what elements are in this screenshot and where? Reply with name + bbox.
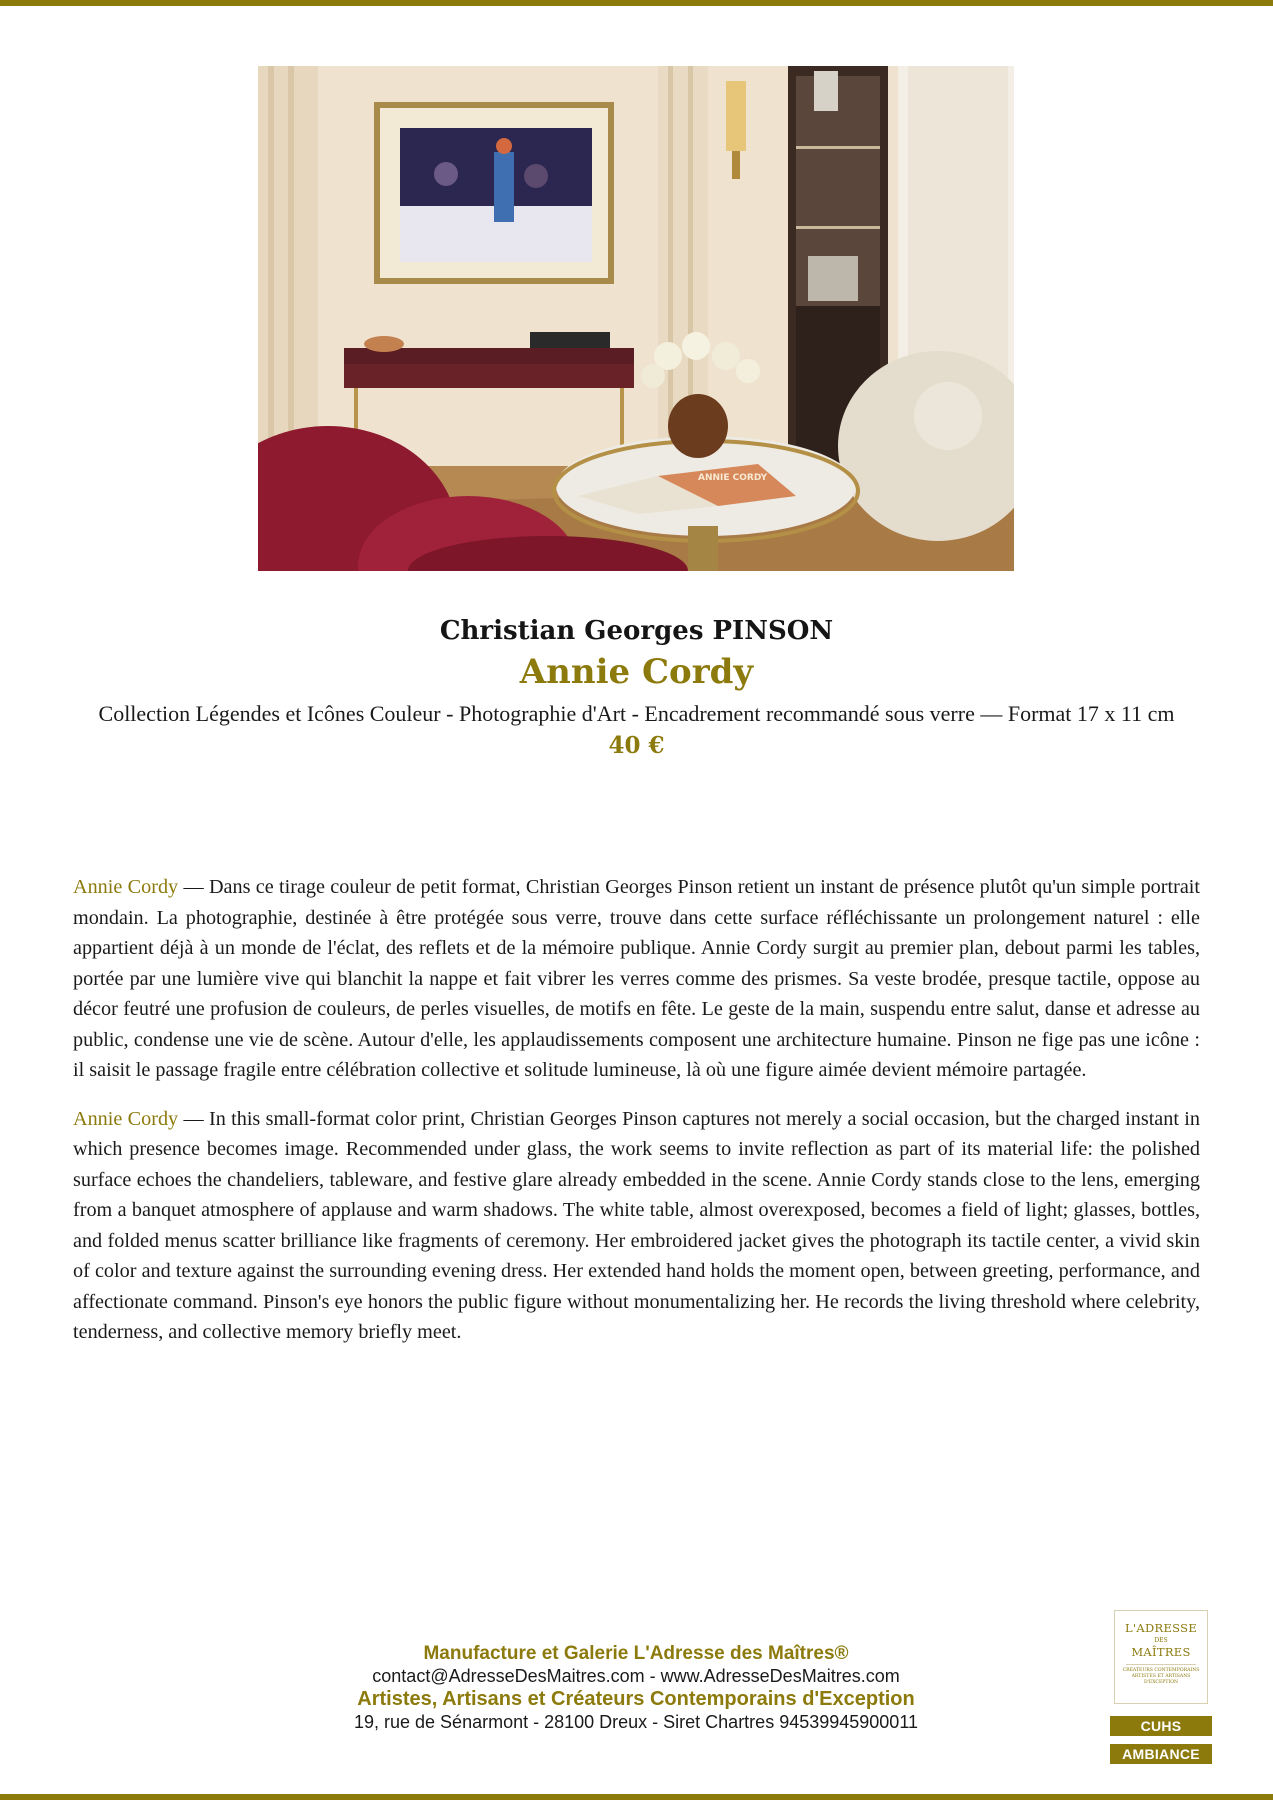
artwork-title: Annie Cordy	[519, 652, 754, 692]
description-en	[73, 1104, 1200, 1348]
footer-address: 19, rue de Sénarmont - 28100 Dreux - Siret Chartres 94539945900011	[353, 1712, 919, 1732]
description-fr	[73, 872, 1200, 1086]
product-photo	[258, 66, 1014, 571]
top-accent-bar	[0, 0, 1273, 6]
footer-contact: contact@AdresseDesMaitres.com - www.AdresseDesMaitres.com	[372, 1666, 900, 1686]
description-fr-text: — Dans ce tirage couleur de petit format, Christian Georges Pinson retient un instant de présence plutôt qu'un simple portrait mondain. La photographie, destinée à être protégée sous verre, trouve dans cette surface réfléchissante un prolongement naturel : elle appartient déjà à un monde de l'éclat, des reflets et de la mémoire publique. Annie Cordy surgit au premier plan, debout parmi les tables, portée par une lumière vive qui blanchit la nappe et fait vibrer les verres comme des prismes. Sa veste brodée, presque tactile, oppose au décor feutré une profusion de couleurs, de perles visuelles, de motifs en fête. Le geste de la main, suspendu entre salut, danse et adresse au public, condense une vie de scène. Autour d'elle, les applaudissements composent une architecture humaine. Pinson ne fige pas une icône : il saisit le passage fragile entre célébration collective et solitude lumineuse, là où une figure aimée devient mémoire partagée.	[73, 876, 1200, 1081]
logo-line-1: L'ADRESSE	[1124, 1621, 1198, 1635]
gallery-logo	[1114, 1610, 1208, 1704]
artwork-subtitle: Collection Légendes et Icônes Couleur - Photographie d'Art - Encadrement recommandé sous verre — Format 17 x 11 cm	[98, 701, 1175, 726]
footer	[236, 1642, 1036, 1733]
bottom-accent-bar	[0, 1794, 1273, 1800]
logo-divider	[1126, 1664, 1196, 1665]
description-en-lead: Annie Cordy	[73, 1107, 179, 1130]
description-en-text: — In this small-format color print, Christian Georges Pinson captures not merely a social occasion, but the charged instant in which presence becomes image. Recommended under glass, the work seems to invite reflection as part of its material life: the polished surface echoes the chandeliers, tableware, and festive glare already embedded in the scene. Annie Cordy stands close to the lens, emerging from a banquet atmosphere of applause and warm shadows. The white table, almost overexposed, becomes a field of light; glasses, bottles, and folded menus scatter brilliance like fragments of ceremony. Her embroidered jacket gives the photograph its tactile center, a vivid skin of color and texture against the surrounding evening dress. Her extended hand holds the moment open, between greeting, performance, and affectionate command. Pinson's eye honors the public figure without monumentalizing her. He records the living threshold where celebrity, tenderness, and collective memory briefly meet.	[73, 1107, 1200, 1343]
footer-tagline: Artistes, Artisans et Créateurs Contemporains d'Exception	[357, 1688, 915, 1710]
description	[73, 872, 1200, 1366]
footer-company: Manufacture et Galerie L'Adresse des Maîtres®	[423, 1643, 849, 1664]
badge-ambiance: AMBIANCE	[1110, 1744, 1212, 1764]
logo-line-4: CRÉATEURS CONTEMPORAINS ARTISTES ET ARTISANS D'EXCEPTION	[1122, 1668, 1200, 1685]
product-header	[60, 612, 1213, 763]
badge-cuhs: CUHS	[1110, 1716, 1212, 1736]
logo-line-2: DES	[1154, 1637, 1168, 1644]
artist-name: Christian Georges PINSON	[439, 616, 834, 646]
artwork-price: 40 €	[608, 732, 665, 759]
book-cover-text: ANNIE CORDY	[698, 473, 768, 483]
description-fr-lead: Annie Cordy	[73, 876, 179, 898]
logo-line-3: MAÎTRES	[1131, 1645, 1191, 1659]
